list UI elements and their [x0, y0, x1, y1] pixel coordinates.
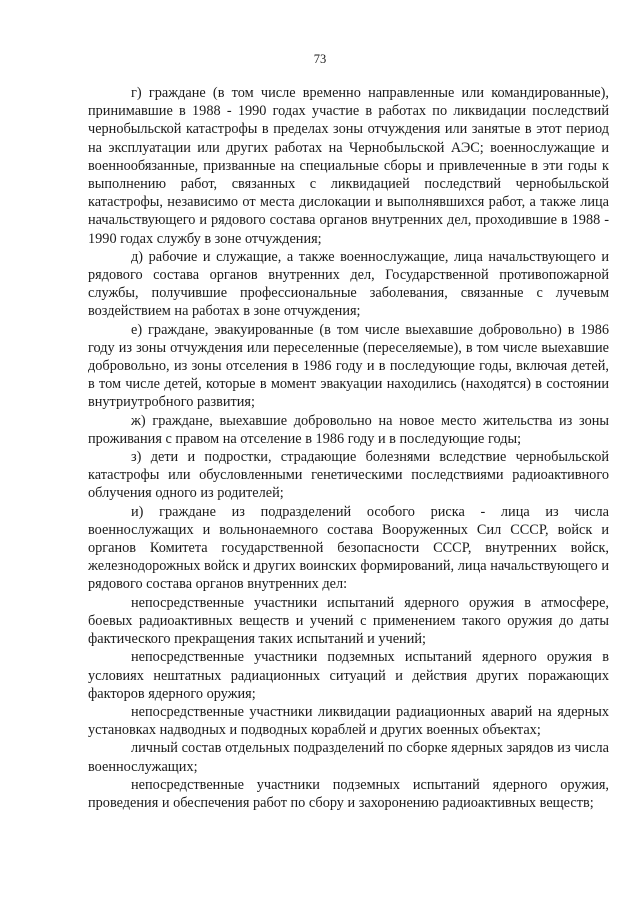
page-number: 73: [313, 52, 327, 66]
paragraph-i: и) граждане из подразделений особого риска - лица из числа военнослужащих и вольнонаемного состава Вооруженных Сил СССР, войск и органов Комитета государственной безопасности СССР, внутренних войск, железнодорожных войск и других воинских формирований, лица начальствующего и рядового состава органов внутренних дел:: [88, 503, 609, 593]
paragraph-i-item-2: непосредственные участники подземных испытаний ядерного оружия в условиях нештатных радиационных ситуаций и действия других поражающих факторов ядерного оружия;: [88, 649, 609, 702]
paragraph-z: з) дети и подростки, страдающие болезнями вследствие чернобыльской катастрофы или обусловленными генетическими последствиями радиоактивного облучения одного из родителей;: [88, 449, 609, 502]
paragraph-i-item-1: непосредственные участники испытаний ядерного оружия в атмосфере, боевых радиоактивных веществ и учений с применением такого оружия до даты фактического прекращения таких испытаний и учений;: [88, 594, 609, 648]
paragraph-e: е) граждане, эвакуированные (в том числе выехавшие добровольно) в 1986 году из зоны отчуждения или переселенные (переселяемые), в том числе выехавшие добровольно, из зоны отселения в 1986 году и в последующие годы, включая детей, в том числе детей, которые в момент эвакуации находились (находятся) в состоянии внутриутробного развития;: [88, 321, 609, 411]
paragraph-i-item-4: личный состав отдельных подразделений по сборке ядерных зарядов из числа военнослужащих;: [88, 740, 609, 775]
document-body: [88, 84, 609, 812]
paragraph-i-item-3: непосредственные участники ликвидации радиационных аварий на ядерных установках надводных и подводных кораблей и других военных объектах;: [88, 703, 609, 739]
paragraph-d: д) рабочие и служащие, а также военнослужащие, лица начальствующего и рядового состава органов внутренних дел, Государственной противопожарной службы, получившие профессиональные заболевания, связанные с лучевым воздействием на работах в зоне отчуждения;: [88, 248, 609, 320]
paragraph-g: г) граждане (в том числе временно направленные или командированные), принимавшие в 1988 - 1990 годах участие в работах по ликвидации последствий чернобыльской катастрофы в пределах зоны отчуждения или занятые в этот период на эксплуатации или других работах на Чернобыльской АЭС; военнослужащие и военнообязанные, призванные на специальные сборы и привлеченные в эти годы к выполнению работ, связанных с ликвидацией последствий чернобыльской катастрофы, независимо от места дислокации и выполнявшихся работ, а также лица начальствующего и рядового состава органов внутренних дел, проходившие в 1988 - 1990 годах службу в зоне отчуждения;: [88, 85, 609, 247]
paragraph-zh: ж) граждане, выехавшие добровольно на новое место жительства из зоны проживания с правом на отселение в 1986 году и в последующие годы;: [88, 412, 609, 447]
paragraph-i-item-5: непосредственные участники подземных испытаний ядерного оружия, проведения и обеспечения работ по сбору и захоронению радиоактивных веществ;: [88, 776, 609, 811]
